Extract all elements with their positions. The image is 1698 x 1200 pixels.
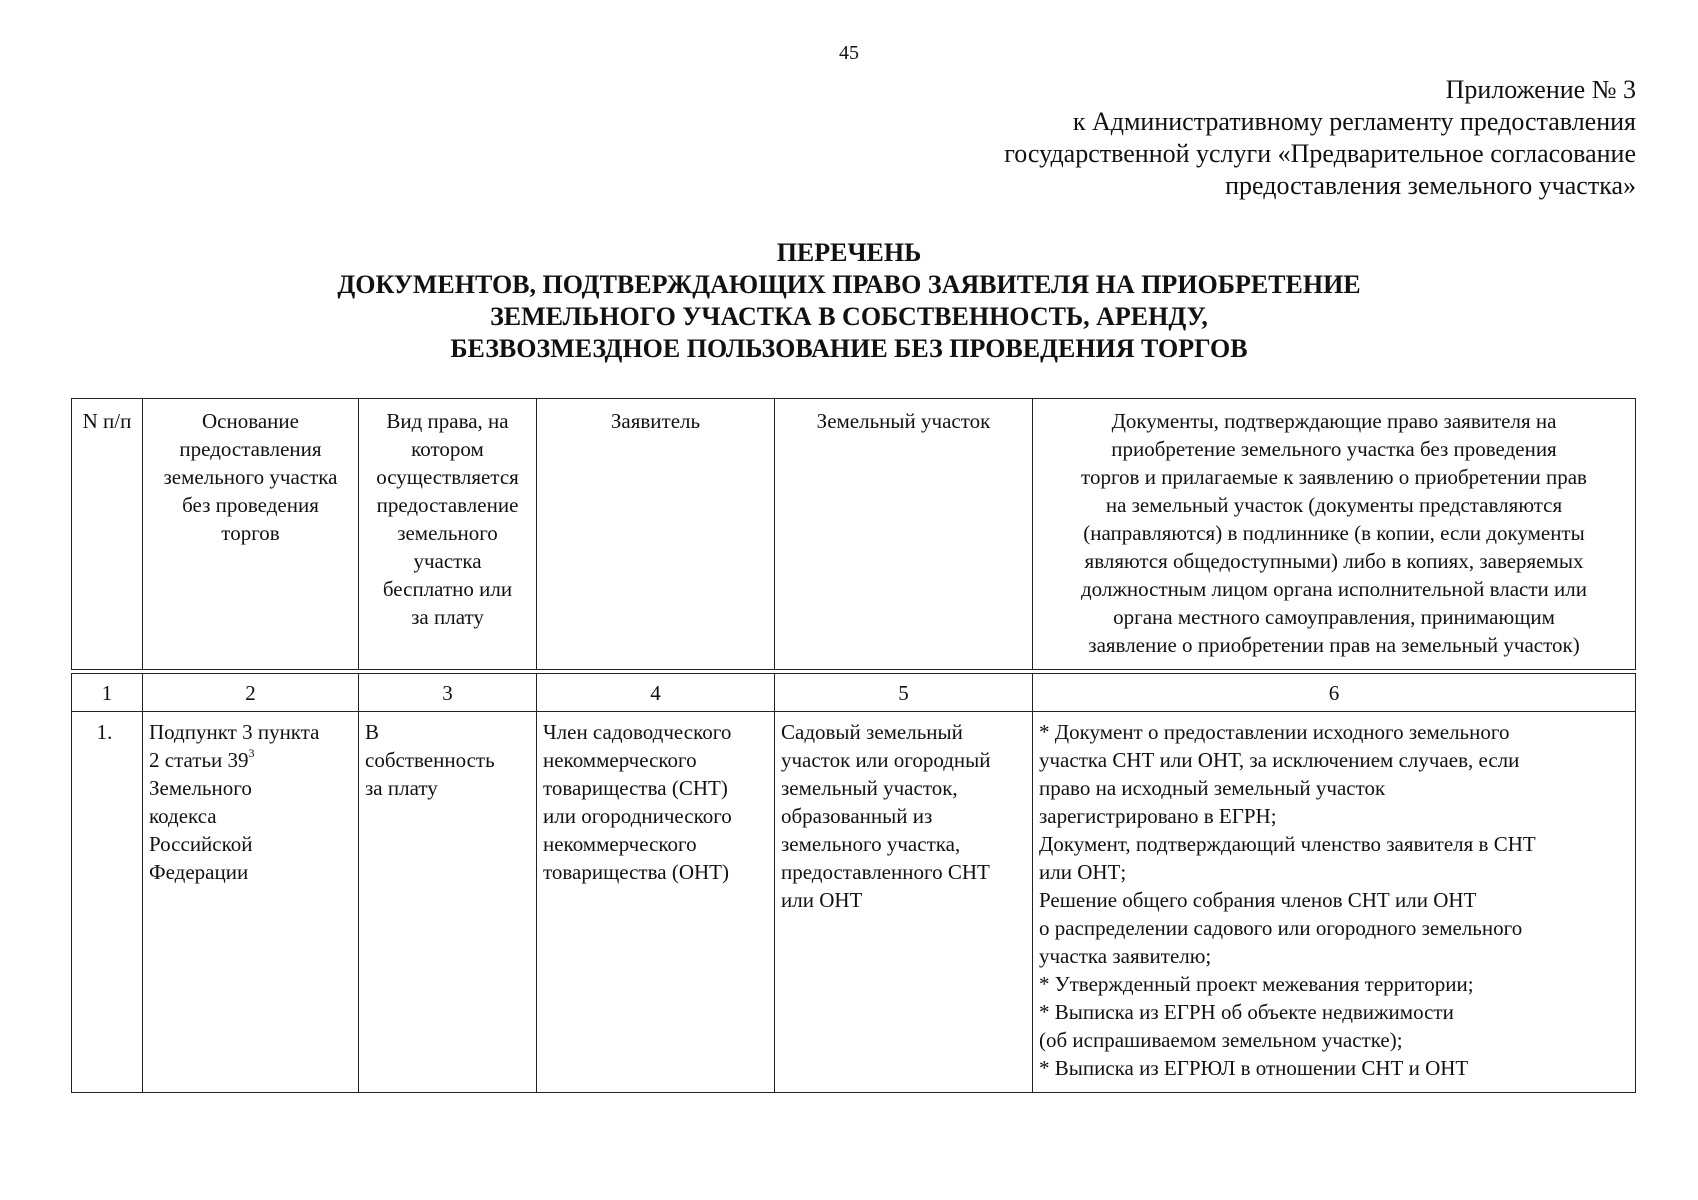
text-line: участка — [413, 549, 482, 573]
text-line: являются общедоступными) либо в копиях, заверяемых — [1084, 549, 1584, 573]
appendix-caption — [1004, 74, 1636, 202]
text-line: земельного участка, — [781, 832, 961, 856]
column-number: 5 — [775, 674, 1033, 712]
text-line: за плату — [411, 605, 484, 629]
basis-rest — [149, 774, 353, 886]
documents-cell — [1033, 712, 1636, 1093]
title-line: ЗЕМЕЛЬНОГО УЧАСТКА В СОБСТВЕННОСТЬ, АРЕНДУ, — [490, 302, 1208, 331]
text-line: земельный участок, — [781, 776, 958, 800]
text-line: Земельного — [149, 776, 252, 800]
text-line: * Выписка из ЕГРЮЛ в отношении СНТ и ОНТ — [1039, 1056, 1469, 1080]
appendix-line: государственной услуги «Предварительное согласование — [1004, 139, 1636, 168]
text-line: Федерации — [149, 860, 249, 884]
text-line: N п/п — [82, 409, 132, 433]
text-line: право на исходный земельный участок — [1039, 776, 1386, 800]
text-line: приобретение земельного участка без проведения — [1111, 437, 1557, 461]
row-number: 1. — [72, 712, 143, 1093]
header-cell-right-type — [359, 399, 537, 670]
text-line: Решение общего собрания членов СНТ или ОНТ — [1039, 888, 1477, 912]
text-line: кодекса — [149, 804, 217, 828]
header-cell-documents — [1033, 399, 1636, 670]
column-number: 2 — [143, 674, 359, 712]
text-line: осуществляется — [376, 465, 519, 489]
text-line: Основание — [202, 409, 299, 433]
header-cell-land-plot — [775, 399, 1033, 670]
header-cell-basis — [143, 399, 359, 670]
text-line: Заявитель — [610, 409, 701, 433]
text-line: В — [365, 720, 380, 744]
text-line: участка СНТ или ОНТ, за исключением случаев, если — [1039, 748, 1520, 772]
text-line: Садовый земельный — [781, 720, 963, 744]
text-line: зарегистрировано в ЕГРН; — [1039, 804, 1277, 828]
document-title — [0, 237, 1698, 365]
text-line: или ОНТ; — [1039, 860, 1127, 884]
applicant-cell — [537, 712, 775, 1093]
text-line: некоммерческого — [543, 832, 697, 856]
text-line: образованный из — [781, 804, 933, 828]
text-line: Вид права, на — [386, 409, 509, 433]
text-line: Документ, подтверждающий членство заявителя в СНТ — [1039, 832, 1536, 856]
basis-article-text: 2 статьи 39 — [149, 748, 249, 772]
title-line: ПЕРЕЧЕНЬ — [776, 238, 922, 267]
text-line: Земельный участок — [816, 409, 991, 433]
header-cell-applicant — [537, 399, 775, 670]
text-line: участка заявителю; — [1039, 944, 1212, 968]
text-line: или ОНТ — [781, 888, 863, 912]
text-line: должностным лицом органа исполнительной власти или — [1080, 577, 1588, 601]
documents-table — [71, 398, 1636, 1093]
text-line: некоммерческого — [543, 748, 697, 772]
column-number-row — [72, 674, 1636, 712]
text-line: бесплатно или — [382, 577, 513, 601]
text-line: товарищества (ОНТ) — [543, 860, 729, 884]
text-line: на земельный участок (документы представляются — [1105, 493, 1563, 517]
title-line: БЕЗВОЗМЕЗДНОЕ ПОЛЬЗОВАНИЕ БЕЗ ПРОВЕДЕНИЯ ТОРГОВ — [450, 334, 1248, 363]
text-line: собственность — [365, 748, 495, 772]
text-line: земельного участка — [163, 465, 338, 489]
text-line: * Документ о предоставлении исходного земельного — [1039, 720, 1510, 744]
text-line: о распределении садового или огородного земельного — [1039, 916, 1523, 940]
column-number: 3 — [359, 674, 537, 712]
text-line: предоставление — [376, 493, 519, 517]
text-line: предоставления — [179, 437, 322, 461]
column-number: 4 — [537, 674, 775, 712]
appendix-line: Приложение № 3 — [1445, 75, 1636, 104]
column-number: 1 — [72, 674, 143, 712]
text-line: органа местного самоуправления, принимающим — [1113, 605, 1555, 629]
page-number: 45 — [839, 42, 859, 64]
text-line: земельного — [397, 521, 498, 545]
text-line: участок или огородный — [781, 748, 991, 772]
text-line: Российской — [149, 832, 253, 856]
text-line: торгов — [221, 521, 280, 545]
text-line: * Утвержденный проект межевания территории; — [1039, 972, 1474, 996]
appendix-line: к Административному регламенту предоставления — [1072, 107, 1636, 136]
text-line: (об испрашиваемом земельном участке); — [1039, 1028, 1403, 1052]
text-line: котором — [411, 437, 484, 461]
land-plot-cell — [775, 712, 1033, 1093]
basis-cell — [143, 712, 359, 1093]
header-cell-number — [72, 399, 143, 670]
text-line: товарищества (СНТ) — [543, 776, 728, 800]
text-line: торгов и прилагаемые к заявлению о приобретении прав — [1081, 465, 1587, 489]
right-type-cell — [359, 712, 537, 1093]
table-header-row — [72, 399, 1636, 670]
appendix-line: предоставления земельного участка» — [1225, 171, 1636, 200]
text-line: без проведения — [182, 493, 319, 517]
column-number: 6 — [1033, 674, 1636, 712]
title-line: ДОКУМЕНТОВ, ПОДТВЕРЖДАЮЩИХ ПРАВО ЗАЯВИТЕЛЯ НА ПРИОБРЕТЕНИЕ — [337, 270, 1361, 299]
basis-article — [149, 746, 353, 774]
text-line: или огороднического — [543, 804, 732, 828]
text-line: предоставленного СНТ — [781, 860, 990, 884]
text-line: Член садоводческого — [543, 720, 732, 744]
text-line: заявление о приобретении прав на земельный участок) — [1088, 633, 1580, 657]
text-line: * Выписка из ЕГРН об объекте недвижимости — [1039, 1000, 1454, 1024]
text-line: за плату — [365, 776, 438, 800]
text-line: Документы, подтверждающие право заявителя на — [1111, 409, 1557, 433]
basis-article-superscript: 3 — [248, 746, 255, 760]
basis-line: Подпункт 3 пункта — [149, 720, 320, 744]
table-row — [72, 712, 1636, 1093]
text-line: (направляются) в подлиннике (в копии, если документы — [1083, 521, 1585, 545]
